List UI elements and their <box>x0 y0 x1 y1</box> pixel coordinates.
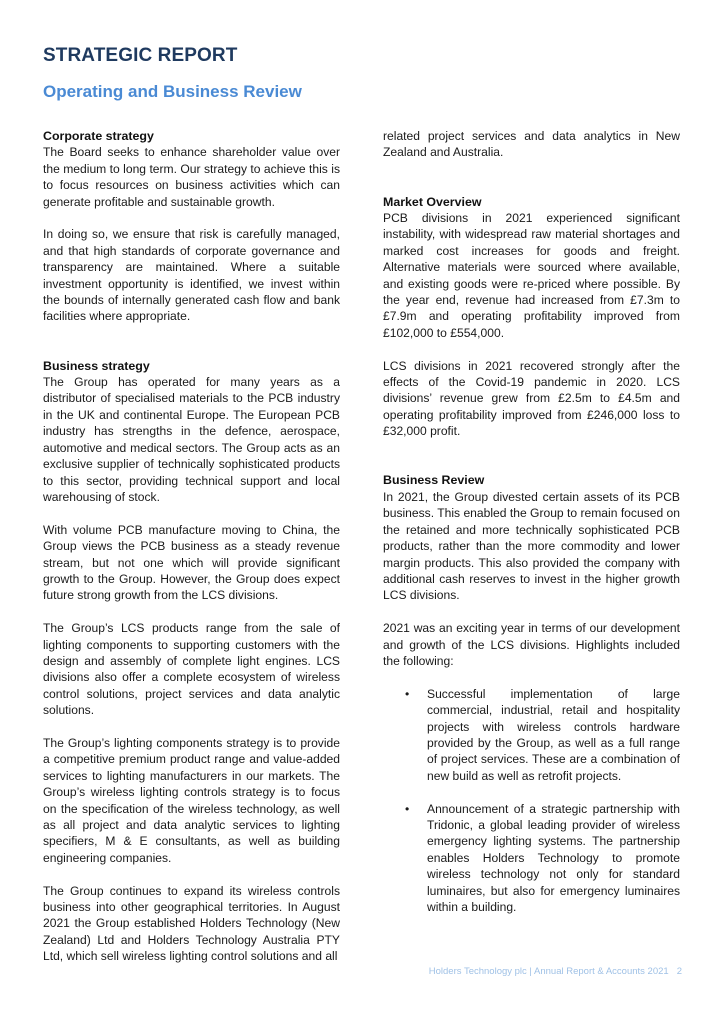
bullet-icon: • <box>405 686 410 701</box>
section-subtitle: Operating and Business Review <box>43 82 302 101</box>
corporate-strategy-paragraph-2: In doing so, we ensure that risk is carefully managed, and that high standards of corporate governance and transparency are maintained. Where a suitable investment opportunity is identified, we invest within the bounds of internally generated cash flow and bank facilities where appropriate. <box>43 227 340 324</box>
right-column <box>383 128 680 915</box>
business-strategy-paragraph-2: With volume PCB manufacture moving to China, the Group views the PCB business as a steady revenue stream, but not one which will provide significant growth to the Group. However, the Group does expect future strong growth from the LCS divisions. <box>43 522 340 603</box>
left-column <box>43 128 340 965</box>
highlight-text: Successful implementation of large commercial, industrial, retail and hospitality projects with wireless controls hardware provided by the Group, as well as a full range of project services. These are a combination of new build as well as retrofit projects. <box>427 686 680 783</box>
list-item <box>383 801 680 916</box>
business-strategy-paragraph-1: The Group has operated for many years as a distributor of specialised materials to the PCB industry in the UK and continental Europe. The European PCB industry has strengths in the defence, aerospace, automotive and medical sectors. The Group acts as an exclusive supplier of technically sophisticated products to this sector, providing technical support and local warehousing of stock. <box>43 375 340 504</box>
business-strategy-paragraph-5: The Group continues to expand its wireless controls business into other geographical territories. In August 2021 the Group established Holders Technology (New Zealand) Ltd and Holders Technology Australia PTY Ltd, which sell wireless lighting control solutions and all <box>43 883 340 964</box>
page-number: 2 <box>676 966 682 977</box>
bullet-icon: • <box>405 801 410 816</box>
list-item <box>383 686 680 784</box>
business-review-paragraph-2: 2021 was an exciting year in terms of our development and growth of the LCS divisions. Highlights included the following: <box>383 621 680 668</box>
highlight-text: Announcement of a strategic partnership with Tridonic, a global leading provider of wireless emergency lighting systems. The partnership enables Holders Technology to promote wireless technology not only for standard luminaires, but also for emergency luminaires within a building. <box>427 801 680 914</box>
business-strategy-paragraph-3: The Group’s LCS products range from the sale of lighting components to supporting customers with the design and assembly of complete light engines. LCS divisions also offer a complete ecosystem of wireless control solutions, project services and data analytic solutions. <box>43 621 340 718</box>
highlights-list <box>383 686 680 916</box>
corporate-strategy-paragraph-1: The Board seeks to enhance shareholder value over the medium to long term. Our strategy to achieve this is to focus resources on business activities which can generate profitable and sustainable growth. <box>43 145 340 209</box>
market-overview-heading: Market Overview <box>383 194 482 209</box>
business-strategy-paragraph-4: The Group’s lighting components strategy is to provide a competitive premium product range and value-added services to lighting manufacturers in our markets. The Group’s wireless lighting controls strategy is to focus on the specification of the wireless technology, as well as all project and data analytic services to lighting specifiers, M & E consultants, as well as building engineering companies. <box>43 735 340 865</box>
report-title: STRATEGIC REPORT <box>43 45 238 66</box>
business-strategy-heading: Business strategy <box>43 358 150 373</box>
market-overview-paragraph-1: PCB divisions in 2021 experienced significant instability, with widespread raw material shortages and marked cost increases for goods and freight. Alternative materials were sourced where available, and existing goods were re-priced where possible. By the year end, revenue had increased from £7.3m to £7.9m and operating profitability improved from £102,000 to £554,000. <box>383 211 680 340</box>
corporate-strategy-heading: Corporate strategy <box>43 129 154 143</box>
continuation-paragraph: related project services and data analytics in New Zealand and Australia. <box>383 129 680 160</box>
market-overview-paragraph-2: LCS divisions in 2021 recovered strongly after the effects of the Covid-19 pandemic in 2020. LCS divisions’ revenue grew from £2.5m to £4.5m and operating profitability improved from £246,000 loss to £32,000 profit. <box>383 358 680 439</box>
page-footer <box>429 966 682 977</box>
business-review-heading: Business Review <box>383 473 485 488</box>
footer-text: Holders Technology plc | Annual Report & Accounts 2021 <box>428 966 669 977</box>
business-review-paragraph-1: In 2021, the Group divested certain assets of its PCB business. This enabled the Group to remain focused on the retained and more technically sophisticated PCB products, rather than the more commodity and lower margin products. This also provided the company with additional cash reserves to invest in the higher growth LCS divisions. <box>383 489 680 603</box>
